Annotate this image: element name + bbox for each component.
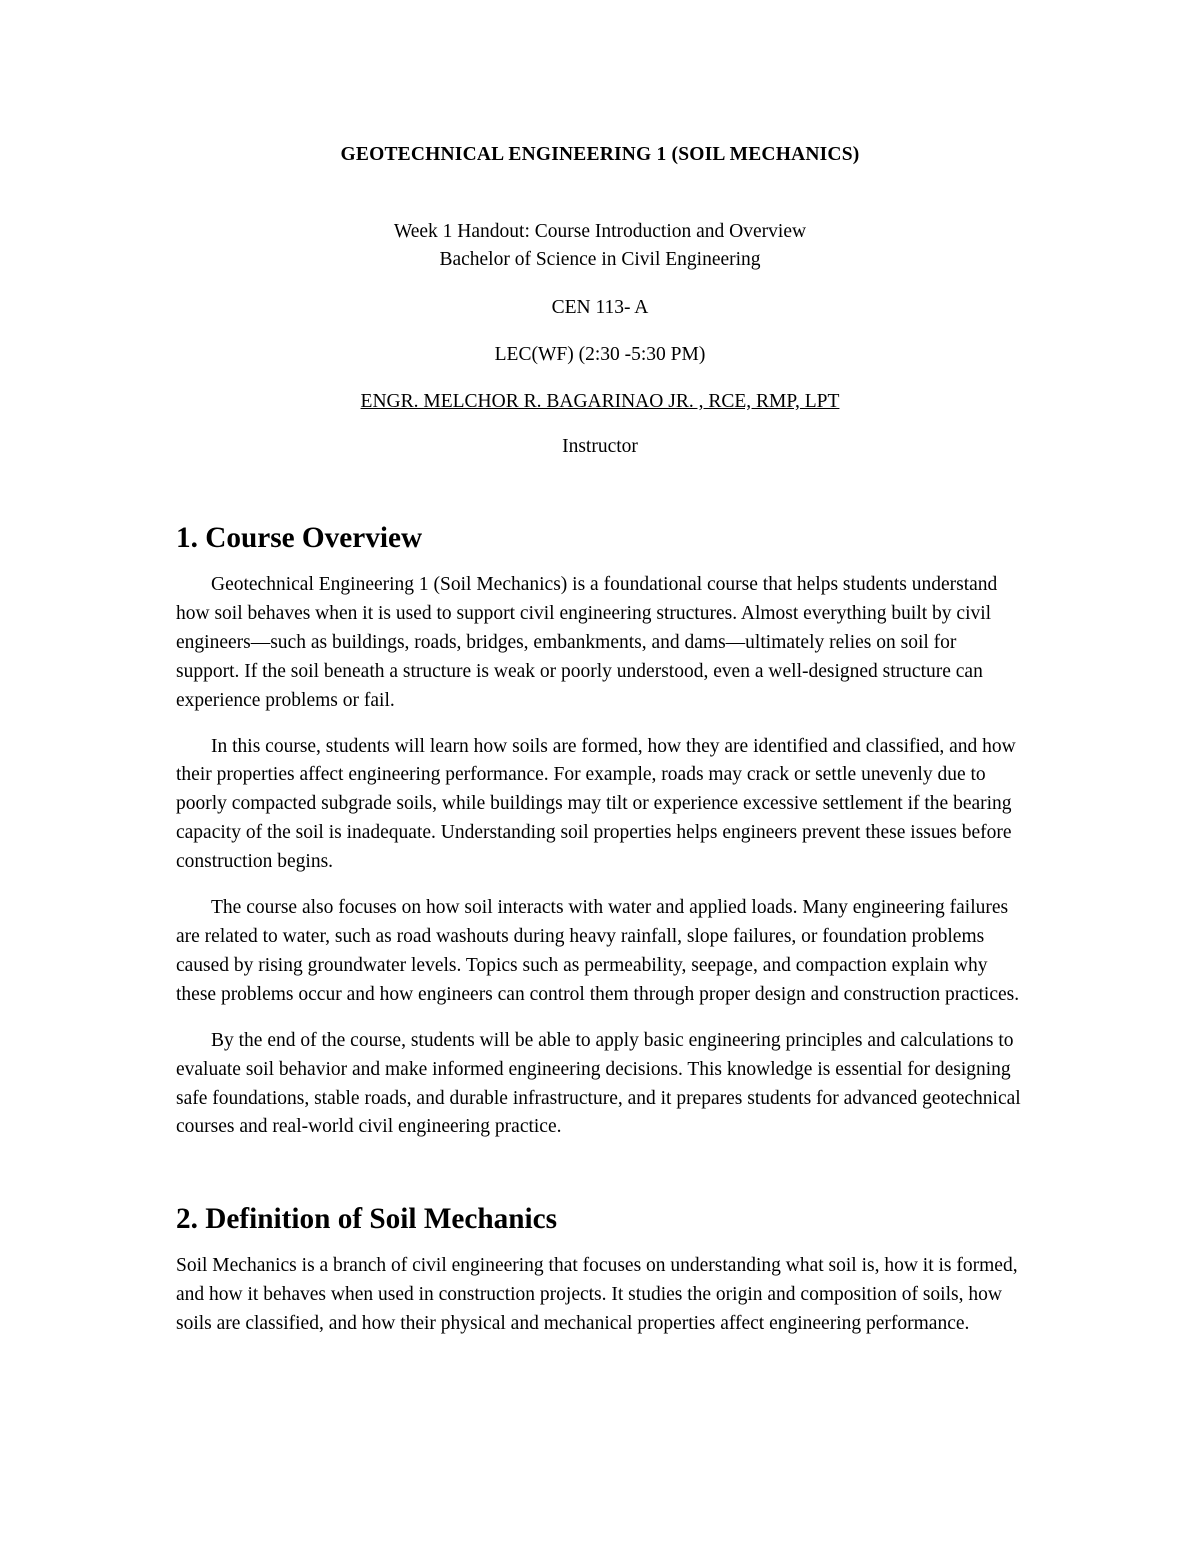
instructor-name-text: ENGR. MELCHOR R. BAGARINAO JR. , RCE, RMP, LPT bbox=[360, 391, 840, 412]
handout-subtitle: Week 1 Handout: Course Introduction and Overview bbox=[393, 221, 807, 242]
class-schedule: LEC(WF) (2:30 -5:30 PM) bbox=[494, 344, 706, 365]
course-overview-paragraph-4: By the end of the course, students will be able to apply basic engineering principles and calculations to evaluate soil behavior and make informed engineering decisions. This knowledge is essential for designing safe foundations, stable roads, and durable infrastructure, and it prepares students for advanced geotechnical courses and real-world civil engineering practice. bbox=[176, 1029, 1021, 1138]
course-code: CEN 113- A bbox=[551, 297, 649, 318]
instructor-role: Instructor bbox=[562, 436, 638, 457]
course-overview-paragraph-1: Geotechnical Engineering 1 (Soil Mechanics) is a foundational course that helps students understand how soil behaves when it is used to support civil engineering structures. Almost everything built by civil engineers—such as buildings, roads, bridges, embankments, and dams—ultimately relies on soil for support. If the soil beneath a structure is weak or poorly understood, even a well-designed structure can experience problems or fail. bbox=[176, 574, 998, 711]
course-overview-paragraph-2: In this course, students will learn how soils are formed, how they are identified and classified, and how their properties affect engineering performance. For example, roads may crack or settle unevenly due to poorly compacted subgrade soils, while buildings may tilt or experience excessive settlement if the bearing capacity of the soil is inadequate. Understanding soil properties helps engineers prevent these issues before construction begins. bbox=[176, 735, 1016, 873]
program-name: Bachelor of Science in Civil Engineering bbox=[439, 249, 761, 270]
course-overview-paragraph-3: The course also focuses on how soil interacts with water and applied loads. Many engineering failures are related to water, such as road washouts during heavy rainfall, slope failures, or foundation problems caused by rising groundwater levels. Topics such as permeability, seepage, and compaction explain why these problems occur and how engineers can control them through proper design and construction practices. bbox=[176, 897, 1020, 1005]
definition-paragraph-1: Soil Mechanics is a branch of civil engineering that focuses on understanding what soil is, how it is formed, and how it behaves when used in construction projects. It studies the origin and composition of soils, how soils are classified, and how their physical and mechanical properties affect engineering performance. bbox=[176, 1255, 1018, 1335]
section-heading-course-overview: 1. Course Overview bbox=[176, 522, 423, 554]
instructor-name bbox=[176, 388, 1024, 416]
section-heading-definition: 2. Definition of Soil Mechanics bbox=[176, 1203, 558, 1236]
document-content bbox=[176, 141, 1024, 1339]
header-block bbox=[176, 141, 1024, 461]
document-title: GEOTECHNICAL ENGINEERING 1 (SOIL MECHANICS) bbox=[340, 144, 860, 165]
